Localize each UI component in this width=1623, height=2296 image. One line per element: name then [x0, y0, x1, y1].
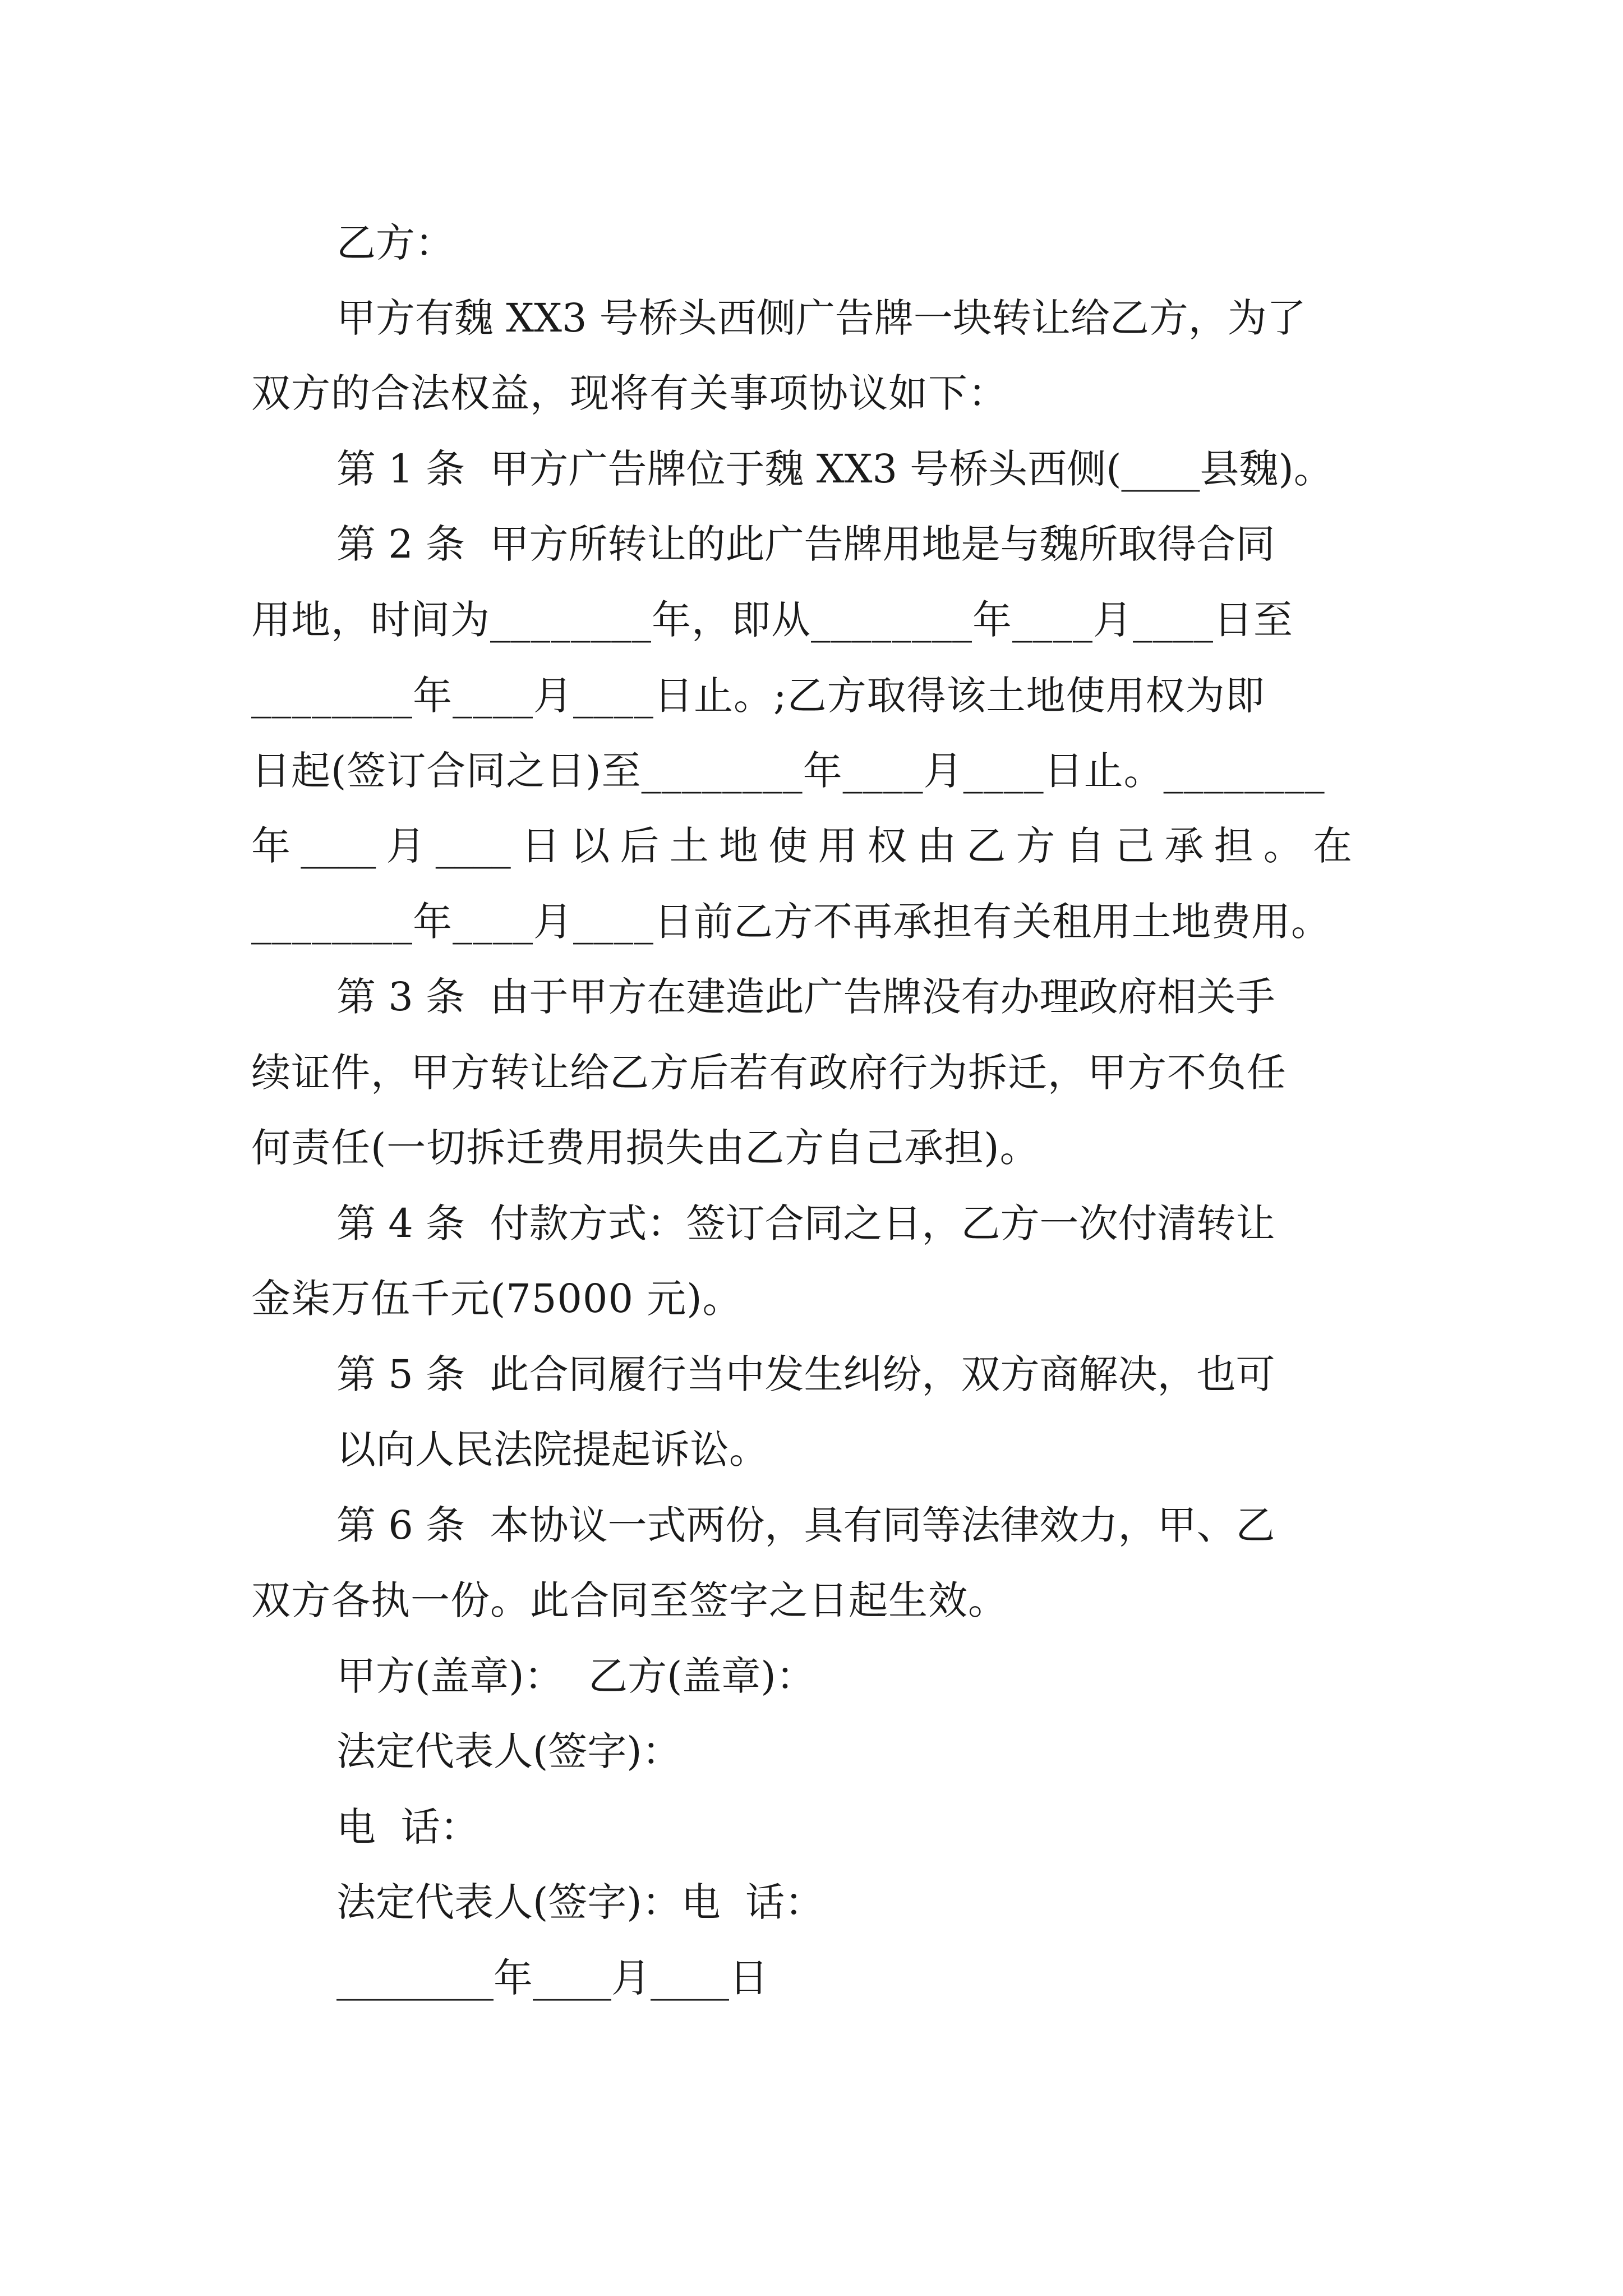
clause-1: 第 1 条 甲方广告牌位于魏 XX3 号桥头西侧(____县魏)。 — [336, 446, 1333, 492]
clause-2-line-2: 用地，时间为________年，即从________年____月____日至 — [251, 597, 1293, 643]
party-seals: 甲方(盖章)： 乙方(盖章)： — [336, 1653, 815, 1699]
clause-6-line-1: 第 6 条 本协议一式两份，具有同等法律效力，甲、乙 — [336, 1502, 1275, 1548]
clause-3-line-3: 何责任(一切拆迁费用损失由乙方自己承担)。 — [251, 1125, 1040, 1171]
clause-4-line-2: 金柒万伍千元(75000 元)。 — [251, 1276, 743, 1322]
phone-label: 电 话： — [336, 1804, 479, 1850]
intro-line-2: 双方的合法权益，现将有关事项协议如下： — [251, 370, 1008, 416]
clause-2-line-3: ________年____月____日止。;乙方取得该土地使用权为即 — [251, 673, 1265, 719]
clause-2-line-5: 年 ____ 月 ____ 日 以 后 土 地 使 用 权 由 乙 方 自 己 承 担 。 在 — [251, 823, 1352, 869]
clause-2-line-6: ________年____月____日前乙方不再承担有关租用土地费用。 — [251, 899, 1331, 945]
intro-line-1: 甲方有魏 XX3 号桥头西侧广告牌一块转让给乙方，为了 — [336, 295, 1306, 341]
clause-3-line-2: 续证件，甲方转让给乙方后若有政府行为拆迁，甲方不负任 — [251, 1050, 1287, 1096]
clause-4-line-1: 第 4 条 付款方式：签订合同之日，乙方一次付清转让 — [336, 1200, 1275, 1246]
clause-2-line-1: 第 2 条 甲方所转让的此广告牌用地是与魏所取得合同 — [336, 521, 1275, 567]
legal-rep-signature: 法定代表人(签字)： — [336, 1728, 681, 1774]
clause-3-line-1: 第 3 条 由于甲方在建造此广告牌没有办理政府相关手 — [336, 974, 1275, 1020]
clause-5-line-1: 第 5 条 此合同履行当中发生纠纷，双方商解决，也可 — [336, 1351, 1275, 1397]
clause-5-line-2: 以向人民法院提起诉讼。 — [336, 1427, 768, 1473]
legal-rep-signature-phone: 法定代表人(签字)：电 话： — [336, 1879, 824, 1925]
signing-date: ________年____月____日 — [336, 1955, 768, 2001]
party-b-label: 乙方： — [336, 220, 454, 266]
clause-6-line-2: 双方各执一份。此合同至签字之日起生效。 — [251, 1577, 1008, 1623]
clause-2-line-4: 日起(签订合同之日)至________年____月____日止。________ — [251, 748, 1325, 794]
